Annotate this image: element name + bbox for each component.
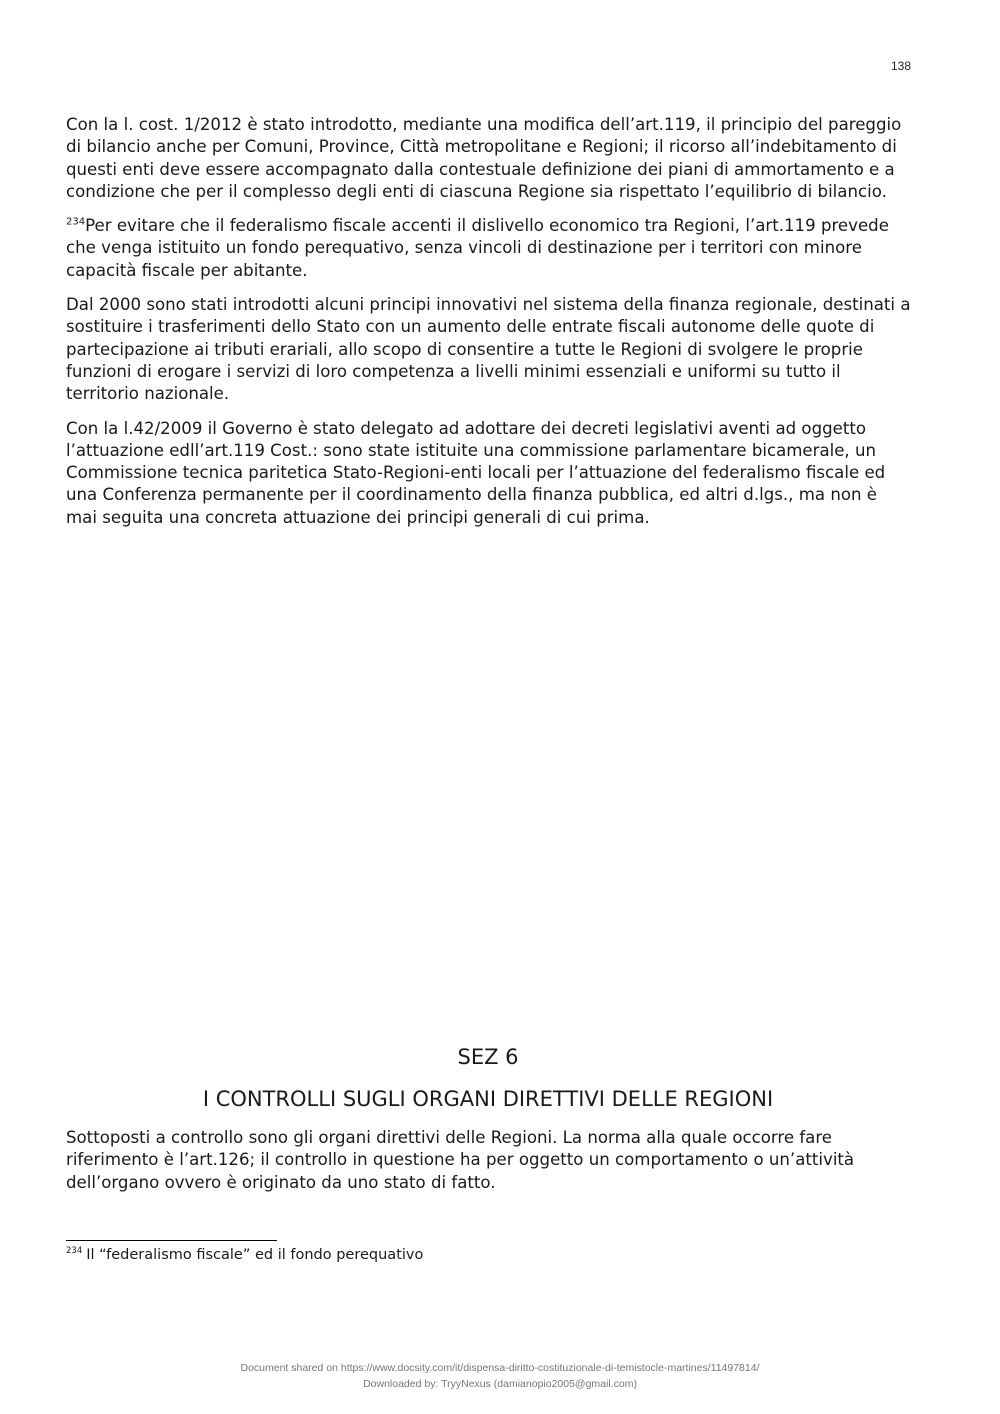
paragraph-text: Per evitare che il federalismo fiscale accenti il dislivello economico tra Regioni, l’art.119 prevede che venga istituito un fondo perequativo, senza vincoli di destinazione per i territori con minore capacità fiscale per abitante. bbox=[66, 216, 889, 280]
footnote-mark: 234 bbox=[66, 1246, 83, 1257]
watermark-downloaded-by: Downloaded by: TryyNexus (damianopio2005@gmail.com) bbox=[363, 1378, 637, 1390]
body-text-top bbox=[66, 114, 912, 541]
section-heading: I CONTROLLI SUGLI ORGANI DIRETTIVI DELLE REGIONI bbox=[202, 1087, 774, 1111]
page-number: 138 bbox=[890, 59, 911, 73]
footnote-reference[interactable]: 234 bbox=[66, 216, 86, 228]
paragraph-controlli: Sottoposti a controllo sono gli organi direttivi delle Regioni. La norma alla quale occorre fare riferimento è l’art.126; il controllo in questione ha per oggetto un comportamento o un’attività dell’organo ovvero è originato da uno stato di fatto. bbox=[66, 1128, 855, 1192]
paragraph-text: Dal 2000 sono stati introdotti alcuni principi innovativi nel sistema della finanza regionale, destinati a sostituire i trasferimenti dello Stato con un aumento delle entrate fiscali autonome delle quote di partecipazione ai tributi erariali, allo scopo di consentire a tutte le Regioni di svolgere le proprie funzioni di erogare i servizi di loro competenza a livelli minimi essenziali e uniformi su tutto il territorio nazionale. bbox=[66, 295, 911, 404]
paragraph-fondo-perequativo bbox=[66, 215, 912, 282]
footnote-divider bbox=[66, 1240, 277, 1241]
paragraph-text: Con la l. cost. 1/2012 è stato introdotto, mediante una modifica dell’art.119, il principio del pareggio di bilancio anche per Comuni, Province, Città metropolitane e Regioni; il ricorso all’indebitamento di questi enti deve essere accompagnato dalla contestuale definizione dei piani di ammortamento e a condizione che per il complesso degli enti di ciascuna Regione sia rispettato l’equilibrio di bilancio. bbox=[66, 115, 902, 201]
body-text-section bbox=[66, 1127, 912, 1206]
footnote-text: Il “federalismo fiscale” ed il fondo perequativo bbox=[86, 1247, 424, 1263]
section-label: SEZ 6 bbox=[457, 1045, 519, 1069]
footnote bbox=[66, 1247, 423, 1263]
paragraph-finanza-regionale bbox=[66, 294, 912, 405]
paragraph-text: Con la l.42/2009 il Governo è stato delegato ad adottare dei decreti legislativi aventi ad oggetto l’attuazione edll’art.119 Cost.: sono state istituite una commissione parlamentare bicamerale, un Commissione tecnica paritetica Stato-Regioni-enti locali per l’attuazione del federalismo fiscale ed una Conferenza permanente per il coordinamento della finanza pubblica, ed altri d.lgs., ma non è mai seguita una concreta attuazione dei principi generali di cui prima. bbox=[66, 418, 886, 527]
paragraph-legge-42-2009 bbox=[66, 418, 912, 529]
watermark-shared-link: Document shared on https://www.docsity.com/it/dispensa-diritto-costituzionale-di-temistocle-martines/11497814/ bbox=[240, 1362, 760, 1374]
paragraph-pareggio-bilancio bbox=[66, 114, 912, 203]
